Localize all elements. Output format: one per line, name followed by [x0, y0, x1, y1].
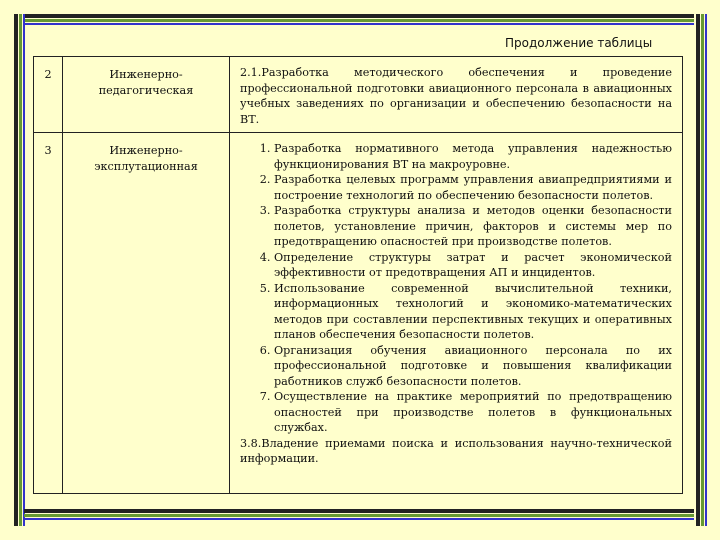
- left-bar-blue: [23, 14, 25, 526]
- list-item: 5. Использование современной вычислительной техники, информационных технологий и экономико-математических методов при составлении перспективных текущих и оперативных планов обеспечения безопасности полетов.: [274, 281, 672, 343]
- row-name: Инженерно-педагогическая: [63, 57, 230, 133]
- right-bar-green: [701, 14, 704, 526]
- table-row: [34, 57, 683, 133]
- row-description: 2.1.Разработка методического обеспечения и проведение профессиональной подготовки авиационного персонала в авиационных учебных заведениях по организации и обеспечению безопасности на ВТ.: [230, 57, 683, 133]
- row-name: Инженерно-эксплутационная: [63, 133, 230, 494]
- table-row: [34, 133, 683, 494]
- top-bar-green: [24, 19, 694, 22]
- task-list: [240, 141, 672, 436]
- top-bar-dark: [24, 14, 694, 18]
- list-item: 7. Осуществление на практике мероприятий по предотвращению опасностей при производстве полетов в функциональных службах.: [274, 389, 672, 436]
- row-number: 2: [34, 57, 63, 133]
- list-item: 6. Организация обучения авиационного персонала по их профессиональной подготовке и повышения квалификации работников служб безопасности полетов.: [274, 343, 672, 390]
- right-bar-dark: [696, 14, 700, 526]
- top-bar-blue: [24, 23, 694, 25]
- list-item: 1. Разработка нормативного метода управления надежностью функционирования ВТ на макроуровне.: [274, 141, 672, 172]
- row-description: [230, 133, 683, 494]
- bottom-bar-green: [24, 514, 694, 517]
- bottom-bar-blue: [24, 518, 694, 520]
- bottom-bar-dark: [24, 509, 694, 513]
- list-item-last: 3.8.Владение приемами поиска и использования научно-технической информации.: [240, 436, 672, 465]
- list-item: 2. Разработка целевых программ управления авиапредприятиями и построение технологий по обеспечению безопасности полетов.: [274, 172, 672, 203]
- data-table: [33, 56, 683, 494]
- list-item: 4. Определение структуры затрат и расчет экономической эффективности от предотвращения АП и инцидентов.: [274, 250, 672, 281]
- list-item: 3. Разработка структуры анализа и методов оценки безопасности полетов, установление причин, факторов и системы мер по предотвращению опасностей при производстве полетов.: [274, 203, 672, 250]
- table-caption: Продолжение таблицы: [505, 36, 653, 50]
- left-bar-dark: [14, 14, 18, 526]
- left-bar-green: [19, 14, 22, 526]
- right-bar-blue: [705, 14, 707, 526]
- row-number: 3: [34, 133, 63, 494]
